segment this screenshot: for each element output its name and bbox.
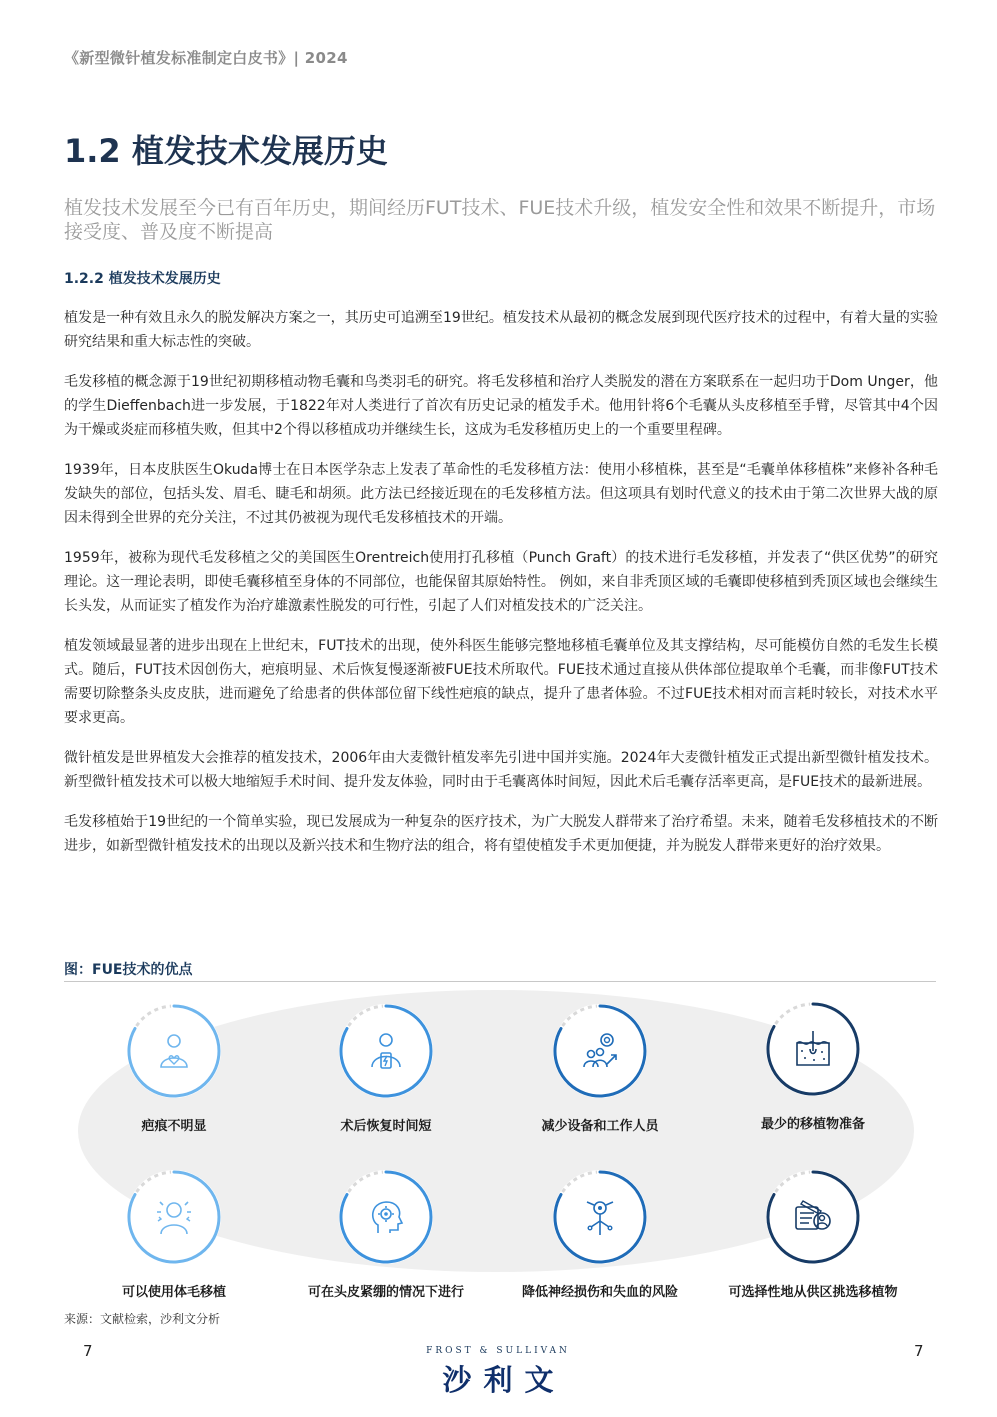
logo-english: FROST & SULLIVAN	[426, 1346, 570, 1356]
section-title: 1.2 植发技术发展历史	[64, 132, 388, 170]
benefit-label: 术后恢复时间短	[340, 1119, 432, 1134]
benefit-ring	[765, 1169, 861, 1265]
benefit-item	[490, 1003, 710, 1134]
benefit-label: 最少的移植物准备	[760, 1117, 865, 1132]
benefit-label: 疤痕不明显	[141, 1119, 207, 1134]
benefit-ring	[126, 1169, 222, 1265]
figure-divider	[64, 981, 936, 982]
neuron-icon	[580, 1197, 620, 1237]
select-tool-icon	[793, 1197, 833, 1237]
person-stress-icon	[154, 1197, 194, 1237]
benefit-label: 降低神经损伤和失血的风险	[521, 1285, 678, 1300]
page-number-left: 7	[83, 1342, 93, 1360]
benefit-item	[64, 1169, 284, 1300]
page-number-right: 7	[914, 1342, 924, 1360]
paragraph: 毛发移植的概念源于19世纪初期移植动物毛囊和鸟类羽毛的研究。将毛发移植和治疗人类脱发的潜在方案联系在一起归功于Dom Unger，他的学生Dieffenbach进一步发展，于1822年对人类进行了首次有历史记录的植发手术。他用针将6个毛囊从头皮移植至手臂，尽管其中4个因为干燥或炎症而移植失败，但其中2个得以移植成功并继续生长，这成为毛发移植历史上的一个重要里程碑。	[64, 374, 938, 438]
benefit-ring	[126, 1003, 222, 1099]
hair-follicle-icon	[793, 1029, 833, 1069]
running-header: 《新型微针植发标准制定白皮书》| 2024	[64, 49, 348, 67]
logo-chinese: 沙利文	[442, 1363, 566, 1397]
benefit-label: 可选择性地从供区挑选移植物	[728, 1285, 898, 1300]
head-gear-icon	[366, 1197, 406, 1237]
benefit-ring	[552, 1003, 648, 1099]
body-text	[64, 306, 938, 874]
section-lead: 植发技术发展至今已有百年历史，期间经历FUT技术、FUE技术升级，植发安全性和效果不断提升，市场接受度、普及度不断提高	[64, 197, 936, 243]
person-heart-icon	[154, 1031, 194, 1071]
benefit-ring	[338, 1003, 434, 1099]
paragraph: 1939年，日本皮肤医生Okuda博士在日本医学杂志上发表了革命性的毛发移植方法：使用小移植株，甚至是“毛囊单体移植株”来修补各种毛发缺失的部位，包括头发、眉毛、睫毛和胡须。此方法已经接近现在的毛发移植方法。但这项具有划时代意义的技术由于第二次世界大战的原因未得到全世界的充分关注，不过其仍被视为现代毛发移植技术的开端。	[64, 462, 938, 526]
paragraph: 1959年，被称为现代毛发移植之父的美国医生Orentreich使用打孔移植（Punch Graft）的技术进行毛发移植，并发表了“供区优势”的研究理论。这一理论表明，即使毛囊移植至身体的不同部位，也能保留其原始特性。 例如，来自非秃顶区域的毛囊即使移植到秃顶区域也会继续生长头发，从而证实了植发作为治疗雄激素性脱发的可行性，引起了人们对植发技术的广泛关注。	[64, 550, 938, 614]
team-target-icon	[580, 1031, 620, 1071]
benefit-item	[703, 1001, 923, 1132]
figure-source: 来源：文献检索，沙利文分析	[64, 1312, 221, 1326]
benefit-label: 可在头皮紧绷的情况下进行	[307, 1285, 464, 1300]
benefit-label: 减少设备和工作人员	[541, 1119, 659, 1134]
benefit-label: 可以使用体毛移植	[121, 1285, 226, 1300]
benefit-item	[490, 1169, 710, 1300]
benefit-item	[703, 1169, 923, 1300]
paragraph: 植发领域最显著的进步出现在上世纪末，FUT技术的出现，使外科医生能够完整地移植毛囊单位及其支撑结构，尽可能模仿自然的毛发生长模式。随后，FUT技术因创伤大，疤痕明显、术后恢复慢逐渐被FUE技术所取代。FUE技术通过直接从供体部位提取单个毛囊，而非像FUT技术需要切除整条头皮皮肤，进而避免了给患者的供体部位留下线性疤痕的缺点，提升了患者体验。不过FUE技术相对而言耗时较长，对技术水平要求更高。	[64, 638, 938, 726]
benefit-item	[276, 1003, 496, 1134]
benefit-ring	[552, 1169, 648, 1265]
benefit-ring	[765, 1001, 861, 1097]
paragraph: 植发是一种有效且永久的脱发解决方案之一，其历史可追溯至19世纪。植发技术从最初的概念发展到现代医疗技术的过程中，有着大量的实验研究结果和重大标志性的突破。	[64, 310, 938, 350]
paragraph: 毛发移植始于19世纪的一个简单实验，现已发展成为一种复杂的医疗技术，为广大脱发人群带来了治疗希望。未来，随着毛发移植技术的不断进步，如新型微针植发技术的出现以及新兴技术和生物疗法的组合，将有望使植发手术更加便捷，并为脱发人群带来更好的治疗效果。	[64, 814, 938, 854]
benefit-item	[64, 1003, 284, 1134]
subsection-title: 1.2.2 植发技术发展历史	[64, 271, 221, 287]
benefit-item	[276, 1169, 496, 1300]
paragraph: 微针植发是世界植发大会推荐的植发技术，2006年由大麦微针植发率先引进中国并实施。2024年大麦微针植发正式提出新型微针植发技术。新型微针植发技术可以极大地缩短手术时间、提升发友体验，同时由于毛囊离体时间短，因此术后毛囊存活率更高，是FUE技术的最新进展。	[64, 750, 938, 790]
benefit-ring	[338, 1169, 434, 1265]
figure-title: 图：FUE技术的优点	[64, 962, 193, 978]
brand-logo	[418, 1346, 578, 1399]
person-battery-icon	[366, 1031, 406, 1071]
